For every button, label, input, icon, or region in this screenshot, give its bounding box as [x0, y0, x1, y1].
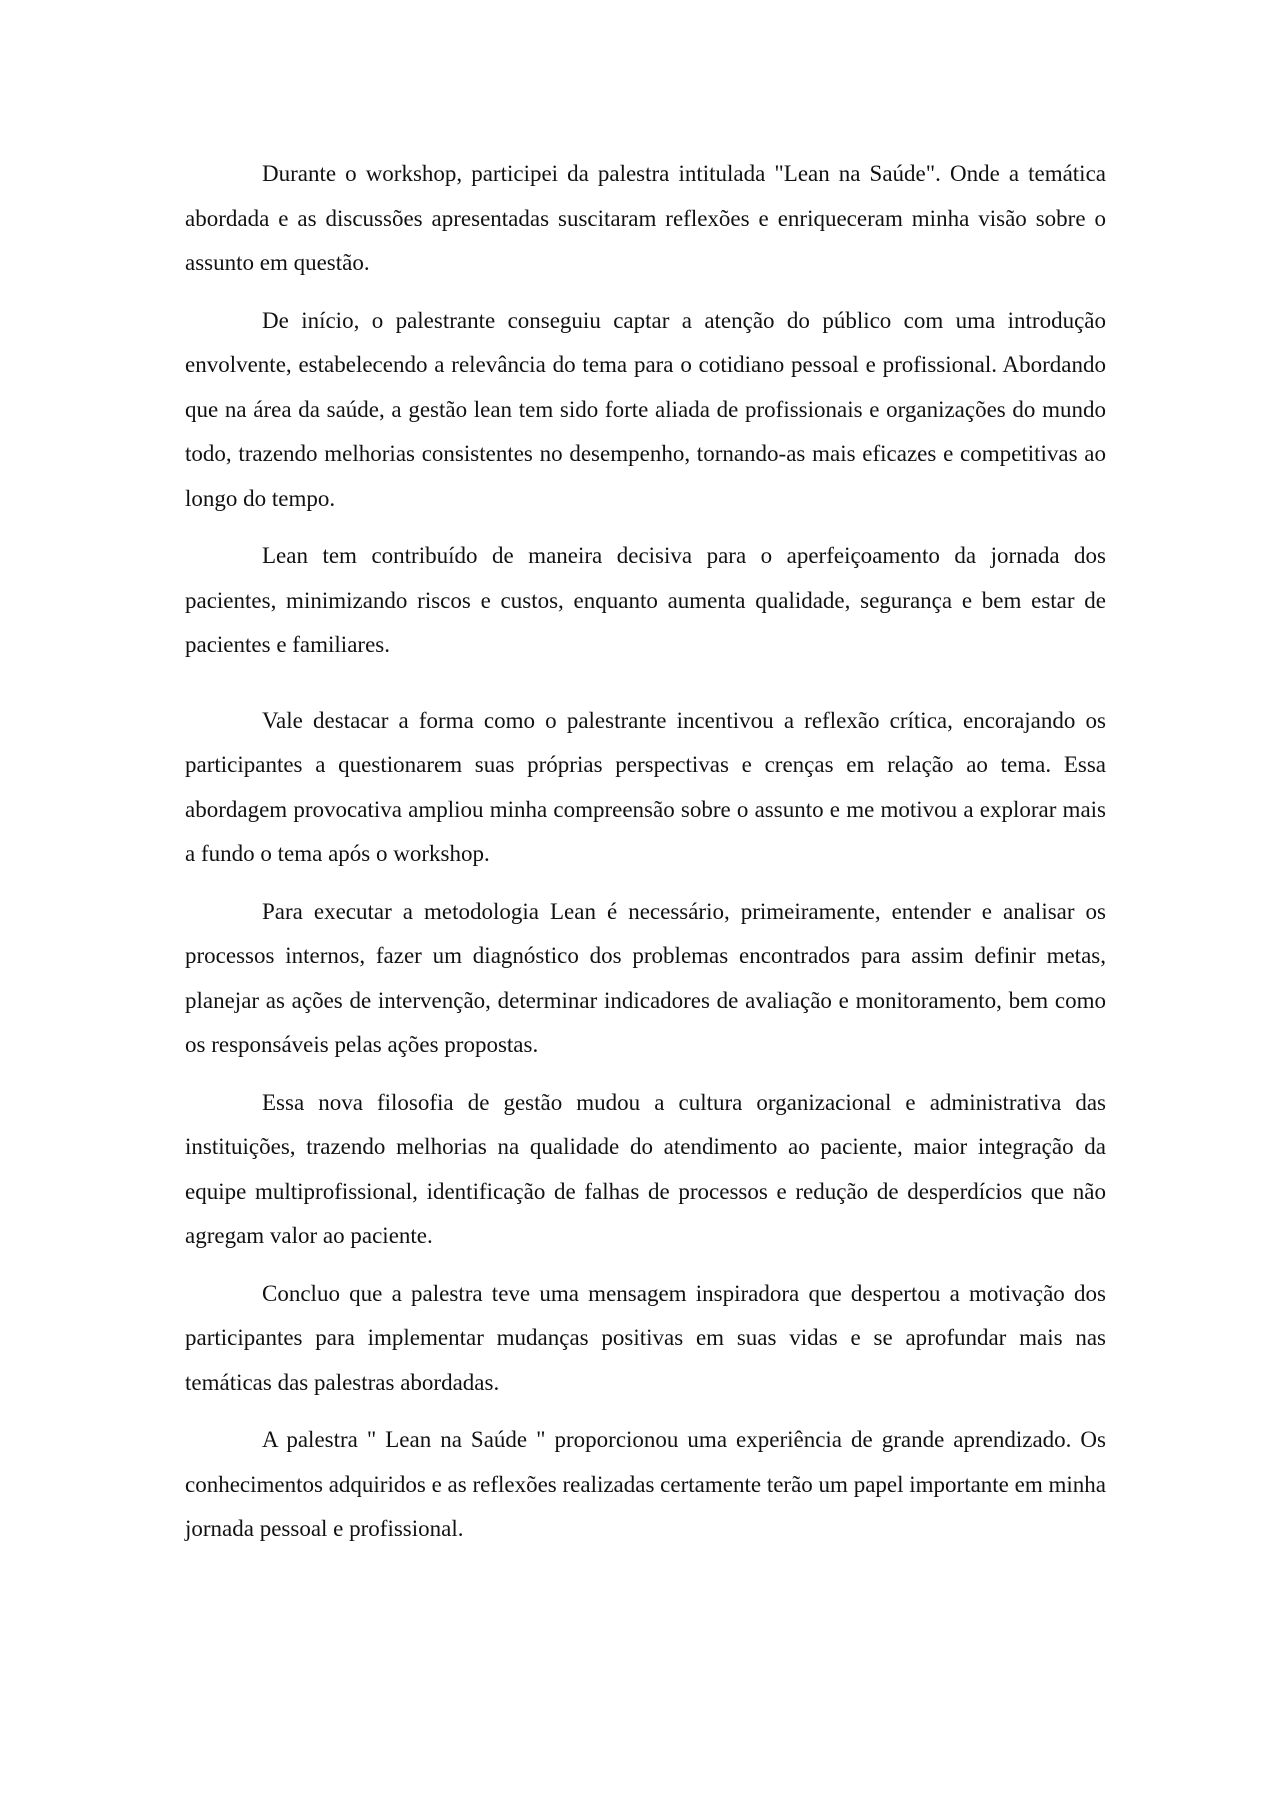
paragraph-4: Vale destacar a forma como o palestrante incentivou a reflexão crítica, encorajando os participantes a questionarem suas próprias perspectivas e crenças em relação ao tema. Essa abordagem provocativa ampliou minha compreensão sobre o assunto e me motivou a explorar mais a fundo o tema após o workshop.: [185, 707, 1106, 866]
document-body: [185, 152, 1106, 1565]
paragraph-3: Lean tem contribuído de maneira decisiva para o aperfeiçoamento da jornada dos pacientes, minimizando riscos e custos, enquanto aumenta qualidade, segurança e bem estar de pacientes e familiares.: [185, 543, 1106, 657]
paragraph-7: Concluo que a palestra teve uma mensagem inspiradora que despertou a motivação dos participantes para implementar mudanças positivas em suas vidas e se aprofundar mais nas temáticas das palestras abordadas.: [185, 1280, 1106, 1395]
paragraph-5: Para executar a metodologia Lean é necessário, primeiramente, entender e analisar os processos internos, fazer um diagnóstico dos problemas encontrados para assim definir metas, planejar as ações de intervenção, determinar indicadores de avaliação e monitoramento, bem como os responsáveis pelas ações propostas.: [185, 898, 1106, 1057]
paragraph-1: Durante o workshop, participei da palestra intitulada "Lean na Saúde". Onde a temática abordada e as discussões apresentadas suscitaram reflexões e enriqueceram minha visão sobre o assunto em questão.: [185, 161, 1106, 275]
paragraph-6: Essa nova filosofia de gestão mudou a cultura organizacional e administrativa das instituições, trazendo melhorias na qualidade do atendimento ao paciente, maior integração da equipe multiprofissional, identificação de falhas de processos e redução de desperdícios que não agregam valor ao paciente.: [185, 1089, 1106, 1248]
paragraph-8: A palestra " Lean na Saúde " proporcionou uma experiência de grande aprendizado. Os conhecimentos adquiridos e as reflexões realizadas certamente terão um papel importante em minha jornada pessoal e profissional.: [185, 1427, 1106, 1541]
paragraph-2: De início, o palestrante conseguiu captar a atenção do público com uma introdução envolvente, estabelecendo a relevância do tema para o cotidiano pessoal e profissional. Abordando que na área da saúde, a gestão lean tem sido forte aliada de profissionais e organizações do mundo todo, trazendo melhorias consistentes no desempenho, tornando-as mais eficazes e competitivas ao longo do tempo.: [185, 307, 1106, 511]
